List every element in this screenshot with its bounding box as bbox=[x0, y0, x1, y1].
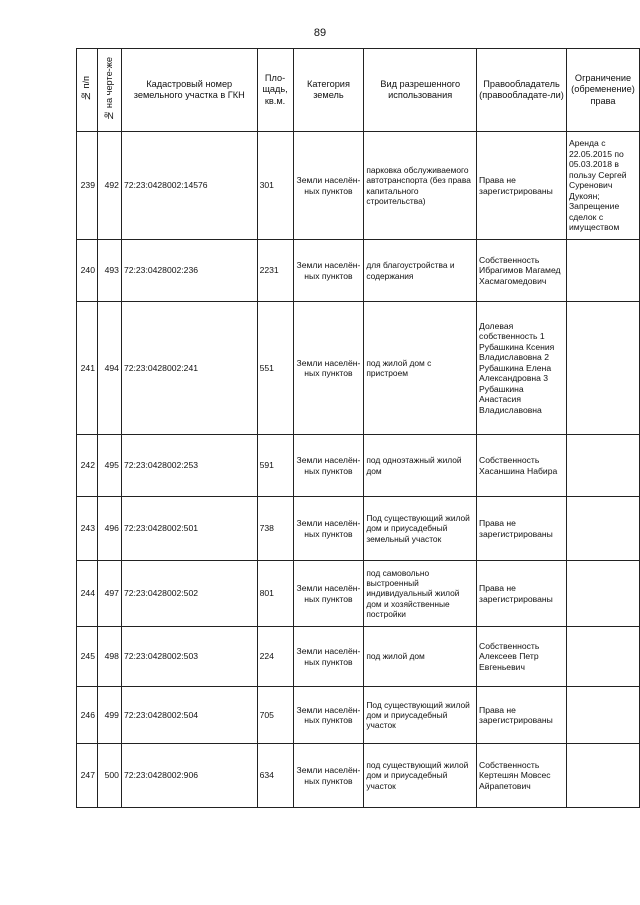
cell-area: 634 bbox=[257, 744, 293, 808]
cell-cadastral: 72:23:0428002:236 bbox=[121, 240, 257, 302]
cell-restriction bbox=[566, 687, 639, 744]
cell-owner: Собственность Ибрагимов Магамед Хасмагомедович bbox=[477, 240, 567, 302]
cell-category: Земли населён-ных пунктов bbox=[293, 240, 364, 302]
header-restriction: Ограничение (обременение) права bbox=[566, 49, 639, 132]
cell-sheet: 495 bbox=[97, 435, 121, 497]
cell-num: 241 bbox=[77, 302, 98, 435]
cell-cadastral: 72:23:0428002:241 bbox=[121, 302, 257, 435]
cell-sheet: 497 bbox=[97, 561, 121, 627]
cell-restriction bbox=[566, 435, 639, 497]
cell-use: под жилой дом bbox=[364, 627, 477, 687]
header-owner: Правообладатель (правообладате-ли) bbox=[477, 49, 567, 132]
cell-area: 301 bbox=[257, 132, 293, 240]
table-row bbox=[77, 627, 640, 687]
cell-cadastral: 72:23:0428002:501 bbox=[121, 497, 257, 561]
cell-restriction bbox=[566, 744, 639, 808]
cell-restriction bbox=[566, 302, 639, 435]
cell-area: 591 bbox=[257, 435, 293, 497]
cell-category: Земли населён-ных пунктов bbox=[293, 132, 364, 240]
cell-num: 244 bbox=[77, 561, 98, 627]
table-row bbox=[77, 435, 640, 497]
table-row bbox=[77, 497, 640, 561]
cell-use: парковка обслуживаемого автотранспорта (без права капитального строительства) bbox=[364, 132, 477, 240]
cell-num: 242 bbox=[77, 435, 98, 497]
table-row bbox=[77, 240, 640, 302]
cell-area: 705 bbox=[257, 687, 293, 744]
cell-area: 801 bbox=[257, 561, 293, 627]
cell-use: под жилой дом с пристроем bbox=[364, 302, 477, 435]
cell-num: 245 bbox=[77, 627, 98, 687]
cell-num: 247 bbox=[77, 744, 98, 808]
cell-num: 240 bbox=[77, 240, 98, 302]
header-category: Категория земель bbox=[293, 49, 364, 132]
cell-cadastral: 72:23:0428002:14576 bbox=[121, 132, 257, 240]
cell-category: Земли населён-ных пунктов bbox=[293, 561, 364, 627]
cell-num: 246 bbox=[77, 687, 98, 744]
cell-area: 738 bbox=[257, 497, 293, 561]
cell-area: 551 bbox=[257, 302, 293, 435]
cell-sheet: 499 bbox=[97, 687, 121, 744]
cell-cadastral: 72:23:0428002:253 bbox=[121, 435, 257, 497]
header-num: № п/п bbox=[77, 49, 98, 132]
cell-owner: Собственность Алексеев Петр Евгеньевич bbox=[477, 627, 567, 687]
cell-area: 2231 bbox=[257, 240, 293, 302]
cell-use: под существующий жилой дом и приусадебный участок bbox=[364, 744, 477, 808]
cell-sheet: 493 bbox=[97, 240, 121, 302]
cell-use: для благоустройства и содержания bbox=[364, 240, 477, 302]
cell-owner: Права не зарегистрированы bbox=[477, 687, 567, 744]
cell-category: Земли населён-ных пунктов bbox=[293, 627, 364, 687]
cell-category: Земли населён-ных пунктов bbox=[293, 497, 364, 561]
header-row bbox=[77, 49, 640, 132]
cell-restriction bbox=[566, 497, 639, 561]
cell-restriction bbox=[566, 561, 639, 627]
cell-cadastral: 72:23:0428002:502 bbox=[121, 561, 257, 627]
table-row bbox=[77, 744, 640, 808]
table-row bbox=[77, 561, 640, 627]
cell-restriction bbox=[566, 240, 639, 302]
cell-owner: Права не зарегистрированы bbox=[477, 497, 567, 561]
cell-owner: Права не зарегистрированы bbox=[477, 561, 567, 627]
cell-owner: Долевая собственность 1 Рубашкина Ксения Владиславовна 2 Рубашкина Елена Александровна 3 Рубашкина Анастасия Владиславовна bbox=[477, 302, 567, 435]
cell-num: 239 bbox=[77, 132, 98, 240]
cell-sheet: 492 bbox=[97, 132, 121, 240]
cell-use: Под существующий жилой дом и приусадебный земельный участок bbox=[364, 497, 477, 561]
cell-category: Земли населён-ных пунктов bbox=[293, 687, 364, 744]
cell-use: Под существующий жилой дом и приусадебный участок bbox=[364, 687, 477, 744]
page-number: 89 bbox=[313, 27, 327, 39]
cell-use: под самовольно выстроенный индивидуальный жилой дом и хозяйственные постройки bbox=[364, 561, 477, 627]
cell-sheet: 494 bbox=[97, 302, 121, 435]
cell-category: Земли населён-ных пунктов bbox=[293, 744, 364, 808]
cell-cadastral: 72:23:0428002:504 bbox=[121, 687, 257, 744]
cell-area: 224 bbox=[257, 627, 293, 687]
cell-owner: Права не зарегистрированы bbox=[477, 132, 567, 240]
cell-use: под одноэтажный жилой дом bbox=[364, 435, 477, 497]
cell-num: 243 bbox=[77, 497, 98, 561]
cell-category: Земли населён-ных пунктов bbox=[293, 435, 364, 497]
cell-restriction: Аренда с 22.05.2015 по 05.03.2018 в пользу Сергей Суренович Дукоян; Запрещение сделок с имуществом bbox=[566, 132, 639, 240]
header-use: Вид разрешенного использования bbox=[364, 49, 477, 132]
cell-restriction bbox=[566, 627, 639, 687]
header-area: Пло-щадь, кв.м. bbox=[257, 49, 293, 132]
table-row bbox=[77, 132, 640, 240]
cell-cadastral: 72:23:0428002:906 bbox=[121, 744, 257, 808]
cell-cadastral: 72:23:0428002:503 bbox=[121, 627, 257, 687]
cell-sheet: 496 bbox=[97, 497, 121, 561]
cell-category: Земли населён-ных пунктов bbox=[293, 302, 364, 435]
header-cadastral: Кадастровый номер земельного участка в ГКН bbox=[121, 49, 257, 132]
table-row bbox=[77, 687, 640, 744]
cell-sheet: 500 bbox=[97, 744, 121, 808]
cell-sheet: 498 bbox=[97, 627, 121, 687]
table-row bbox=[77, 302, 640, 435]
cell-owner: Собственность Кертешян Мовсес Айрапетович bbox=[477, 744, 567, 808]
header-sheet: № на черте-же bbox=[97, 49, 121, 132]
land-plots-table bbox=[76, 48, 640, 808]
cell-owner: Собственность Хасаншина Набира bbox=[477, 435, 567, 497]
